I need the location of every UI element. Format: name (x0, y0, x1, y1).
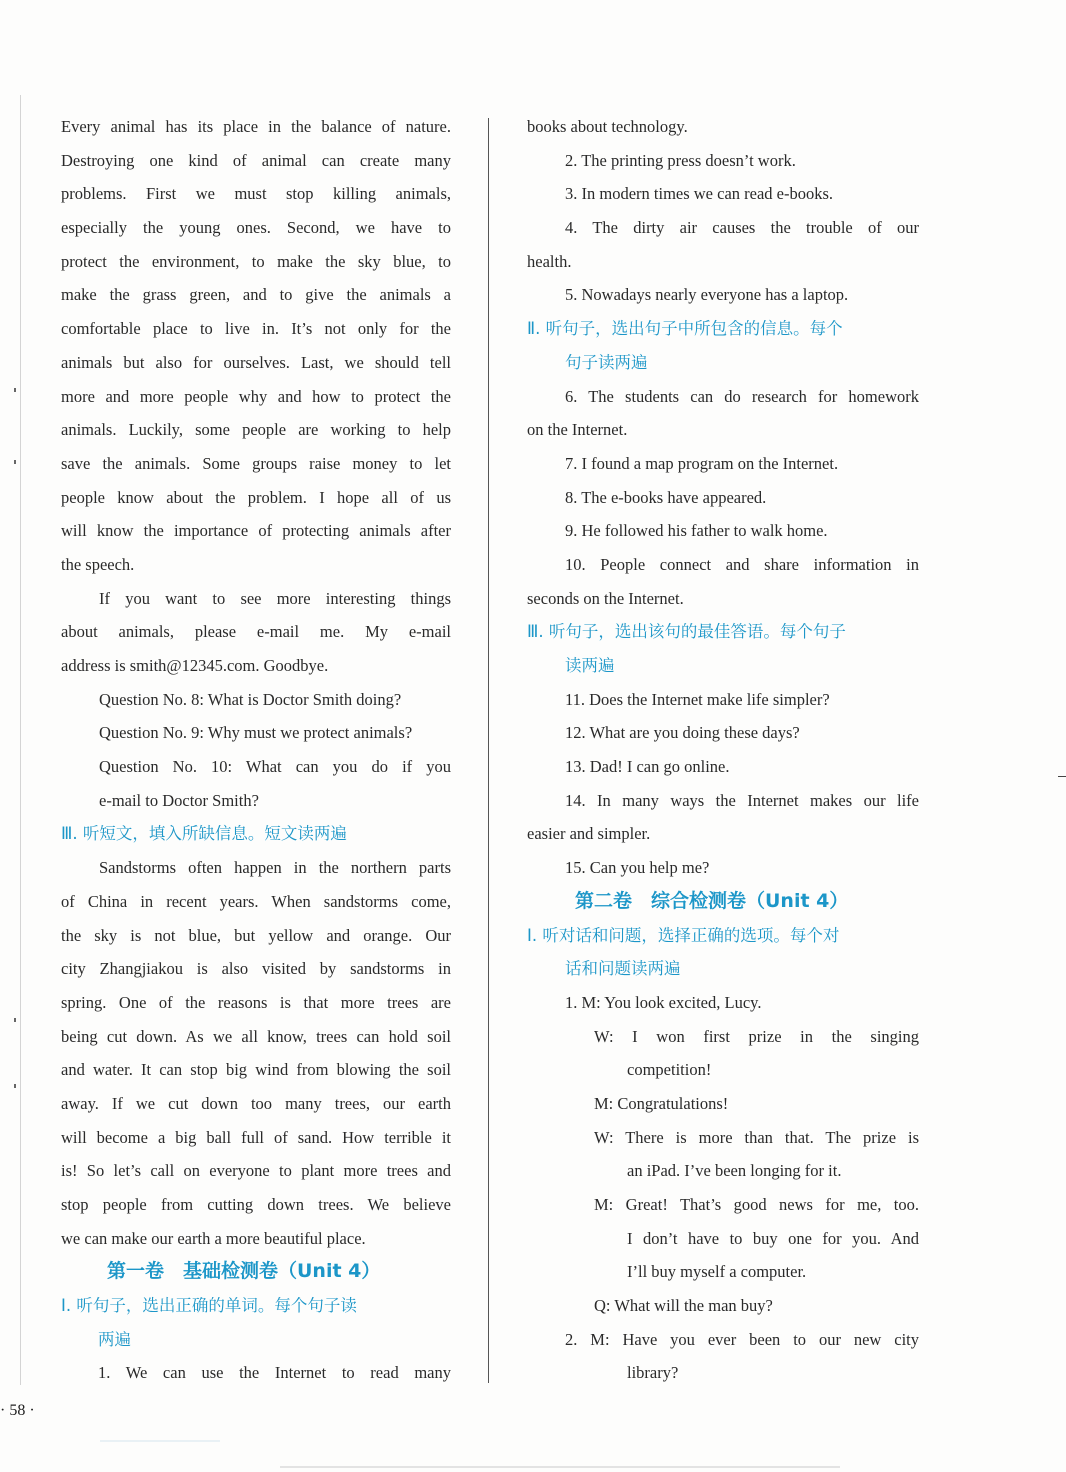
scan-mark (14, 1018, 16, 1022)
text-line: animals. Luckily, some people are working to help (61, 420, 451, 440)
scan-mark (14, 1084, 16, 1088)
text-line: books about technology. (527, 117, 688, 136)
question-line: Question No. 8: What is Doctor Smith doing? (99, 689, 402, 709)
text-line: If you want to see more interesting things (99, 588, 451, 608)
paper-title: 第二卷 综合检测卷（Unit 4） (575, 889, 849, 912)
question-line: 10. People connect and share information in (565, 554, 919, 574)
text-line: more and more people why and how to protect the (61, 386, 451, 406)
section-heading: Ⅰ. 听对话和问题，选择正确的选项。每个对 (527, 925, 840, 945)
text-line: will know the importance of protecting animals after (61, 521, 451, 541)
question-line: 11. Does the Internet make life simpler? (565, 689, 830, 709)
dialogue-line: an iPad. I’ve been longing for it. (627, 1161, 842, 1181)
text-line: away. If we cut down too many trees, our earth (61, 1093, 451, 1113)
text-line: city Zhangjiakou is also visited by sandstorms in (61, 959, 451, 979)
section-heading: Ⅲ. 听句子，选出该句的最佳答语。每个句子 (527, 622, 846, 642)
scan-tick (1058, 776, 1066, 777)
text-line: will become a big ball full of sand. How terrible it (61, 1127, 451, 1147)
scan-margin-line (20, 95, 21, 1385)
question-line: 4. The dirty air causes the trouble of our (565, 218, 919, 238)
text-line: save the animals. Some groups raise money to let (61, 453, 451, 473)
question-line: Question No. 9: Why must we protect animals? (99, 723, 413, 743)
section-heading-cont: 话和问题读两遍 (565, 959, 681, 979)
section-heading: Ⅲ. 听短文，填入所缺信息。短文读两遍 (61, 824, 347, 844)
dialogue-line: M: Congratulations! (594, 1093, 729, 1113)
text-line: especially the young ones. Second, we have to (61, 218, 451, 238)
question-line: 6. The students can do research for homework (565, 386, 919, 406)
text-line: Destroying one kind of animal can create many (61, 150, 451, 170)
question-line: Question No. 10: What can you do if you (99, 757, 451, 777)
dialogue-line: 2. M: Have you ever been to our new city (565, 1329, 919, 1349)
question-line: 12. What are you doing these days? (565, 723, 800, 743)
text-line: comfortable place to live in. It’s not only for the (61, 319, 451, 339)
dialogue-line: W: There is more than that. The prize is (594, 1127, 919, 1147)
dialogue-line: I’ll buy myself a computer. (627, 1262, 807, 1282)
text-line: easier and simpler. (527, 824, 651, 844)
scan-mark (14, 460, 16, 464)
scan-artifact (280, 1466, 840, 1468)
question-line: 7. I found a map program on the Internet. (565, 453, 839, 473)
text-line: the speech. (61, 554, 135, 574)
text-line: spring. One of the reasons is that more trees are (61, 992, 451, 1012)
dialogue-line: 1. M: You look excited, Lucy. (565, 992, 762, 1012)
text-line: of China in recent years. When sandstorms come, (61, 891, 451, 911)
text-line: is! So let’s call on everyone to plant more trees and (61, 1161, 451, 1181)
right-column (527, 110, 919, 1390)
text-line: on the Internet. (527, 420, 628, 440)
dialogue-line: competition! (627, 1060, 712, 1080)
question-line: 2. The printing press doesn’t work. (565, 150, 796, 170)
scan-mark (14, 388, 16, 392)
text-line: address is smith@12345.com. Goodbye. (61, 656, 329, 675)
text-line: and water. It can stop big wind from blowing the soil (61, 1060, 451, 1080)
text-line: make the grass green, and to give the animals a (61, 285, 451, 305)
scan-artifact (100, 1440, 220, 1442)
text-line: Every animal has its place in the balance of nature. (61, 117, 451, 136)
left-column (61, 110, 451, 1390)
text-line: Sandstorms often happen in the northern parts (99, 858, 451, 878)
question-line: 1. We can use the Internet to read many (98, 1363, 451, 1383)
dialogue-line: Q: What will the man buy? (594, 1296, 773, 1316)
question-line: 13. Dad! I can go online. (565, 757, 730, 777)
column-divider (488, 118, 489, 1383)
text-line: animals but also for ourselves. Last, we should tell (61, 352, 451, 372)
text-line: problems. First we must stop killing animals, (61, 184, 451, 204)
section-heading: Ⅰ. 听句子，选出正确的单词。每个句子读 (61, 1296, 357, 1316)
paper-title: 第一卷 基础检测卷（Unit 4） (107, 1260, 381, 1283)
question-line: 14. In many ways the Internet makes our life (565, 790, 919, 810)
section-heading-cont: 读两遍 (565, 656, 615, 675)
question-line: e-mail to Doctor Smith? (99, 790, 259, 810)
section-heading-cont: 两遍 (98, 1329, 131, 1349)
text-line: we can make our earth a more beautiful place. (61, 1228, 366, 1248)
text-line: stop people from cutting down trees. We believe (61, 1195, 451, 1214)
text-line: health. (527, 251, 572, 271)
section-heading: Ⅱ. 听句子，选出句子中所包含的信息。每个 (527, 319, 843, 339)
page-number: · 58 · (0, 1402, 35, 1419)
text-line: protect the environment, to make the sky blue, to (61, 251, 451, 271)
dialogue-line: W: I won first prize in the singing (594, 1026, 919, 1046)
text-line: about animals, please e-mail me. My e-mail (61, 622, 451, 642)
question-line: 5. Nowadays nearly everyone has a laptop. (565, 285, 849, 305)
dialogue-line: I don’t have to buy one for you. And (627, 1228, 919, 1248)
dialogue-line: library? (627, 1363, 679, 1383)
section-heading-cont: 句子读两遍 (565, 352, 648, 372)
question-line: 3. In modern times we can read e-books. (565, 184, 834, 204)
question-line: 15. Can you help me? (565, 858, 710, 878)
text-line: people know about the problem. I hope all of us (61, 487, 451, 507)
text-line: the sky is not blue, but yellow and orange. Our (61, 925, 451, 945)
text-line: seconds on the Internet. (527, 588, 684, 608)
question-line: 8. The e-books have appeared. (565, 487, 767, 507)
dialogue-line: M: Great! That’s good news for me, too. (594, 1195, 919, 1214)
text-line: being cut down. As we all know, trees can hold soil (61, 1026, 451, 1046)
question-line: 9. He followed his father to walk home. (565, 521, 828, 541)
